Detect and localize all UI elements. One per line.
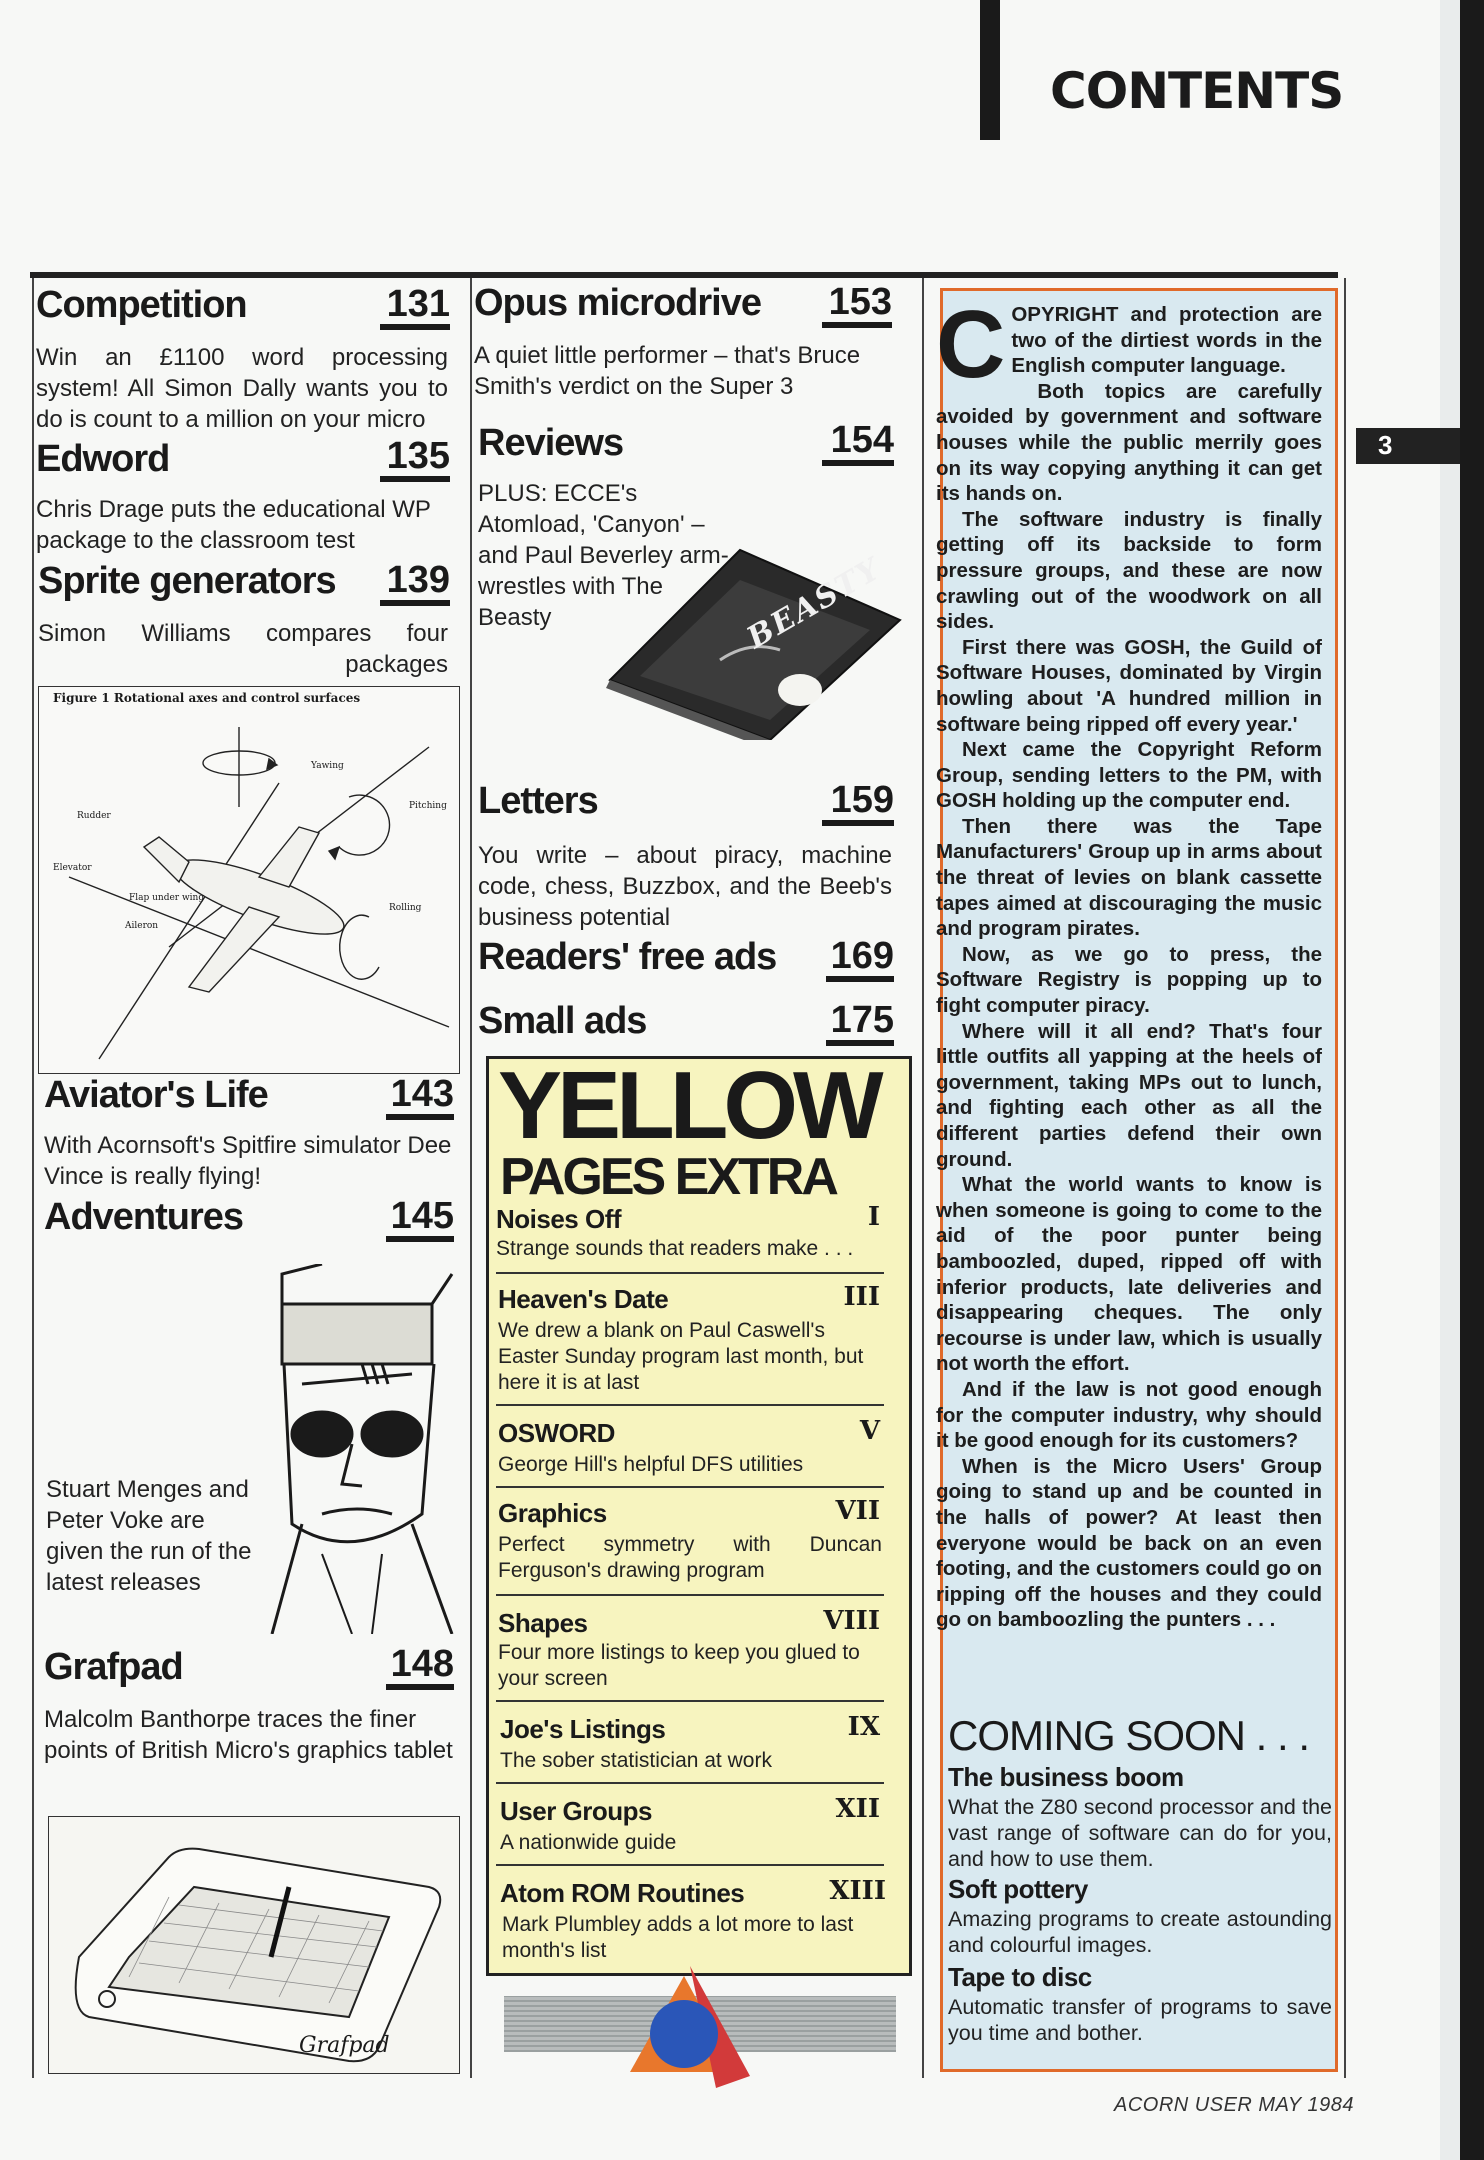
yp-separator [496,1700,884,1702]
sprite-page: 139 [380,560,450,606]
editorial-paragraph: What the world wants to know is when someone is going to come to the aid of the poor punter being bamboozled, duped, ripped off with inferior products, late deliveries and disappearing cheques. The only recourse is under law, which is usually not worth the effort. [936,1173,1322,1376]
yp-item-title: Heaven's Date [498,1284,669,1314]
header-black-bar [980,0,1000,140]
yp-item-title: Noises Off [496,1204,622,1234]
yp-item-title: Graphics [498,1498,607,1528]
yp-item-page: V [859,1416,880,1446]
edword-page: 135 [380,436,450,482]
small-ads-title: Small ads [478,1000,647,1042]
yp-item-page: XII [835,1794,880,1824]
beasty-box-image [600,530,920,740]
grafpad-handwriting: Grafpad [299,2033,390,2058]
yp-item-text: A nationwide guide [500,1831,677,1854]
footer-credit: ACORN USER MAY 1984 [1114,2094,1354,2116]
yp-item-text: The sober statistician at work [500,1749,772,1772]
beasty-label: BEASTY [741,551,888,656]
editorial-paragraph: And if the law is not good enough for the computer industry, why should it be good enough for its customers? [936,1377,1322,1453]
yp-separator [496,1594,884,1596]
editorial-text [936,291,1322,1633]
coming-item-text: What the Z80 second processor and the vast range of software can do for you, and how to use them. [948,1795,1332,1871]
label-yawing: Yawing [311,761,344,771]
yp-item-title: Shapes [498,1608,588,1638]
page-edge-bar [1460,0,1484,2160]
adventures-text: Stuart Menges and Peter Voke are given the run of the latest releases [46,1476,252,1596]
grafpad-illustration [48,1816,460,2074]
yp-item-page: VIII [823,1606,880,1636]
edword-text: Chris Drage puts the educational WP package to the classroom test [36,496,431,554]
yp-item-text: We drew a blank on Paul Caswell's Easter Sunday program last month, but here it is at last [498,1319,864,1394]
editorial-paragraph: The software industry is finally getting off its backside to form pressure groups, and these are now crawling out of the woodwork on all sides. [936,507,1322,634]
column-rule-left [32,278,34,2078]
coming-item-title: Tape to disc [948,1962,1092,1992]
label-pitching: Pitching [409,801,447,811]
column-rule-right [922,278,924,2078]
label-flap: Flap under wing [129,893,205,903]
letters-text: You write – about piracy, machine code, chess, Buzzbox, and the Beeb's business potential [478,842,892,931]
coming-item-title: The business boom [948,1762,1184,1792]
label-rolling: Rolling [389,903,422,913]
editorial-paragraph: Now, as we go to press, the Software Registry is popping up to fight computer piracy. [936,942,1322,1018]
sprite-title: Sprite generators [38,560,336,602]
editorial-paragraph: First there was GOSH, the Guild of Software Houses, dominated by Virgin howling about 'A hundred million in software being ripped off every year.' [936,635,1322,736]
grafpad-page: 148 [386,1644,454,1690]
page-number: 3 [1378,430,1393,460]
column-rule-edge [1344,278,1346,2078]
coming-soon-title: COMING SOON . . . [948,1712,1310,1759]
aviator-text: With Acornsoft's Spitfire simulator Dee Vince is really flying! [44,1132,452,1190]
grafpad-text: Malcolm Banthorpe traces the finer points of British Micro's graphics tablet [44,1706,453,1764]
aviator-title: Aviator's Life [44,1074,268,1116]
reviews-text: PLUS: ECCE's Atomload, 'Canyon' – and Paul Beverley arm-wrestles with The Beasty [478,480,729,631]
yp-separator [496,1272,884,1274]
yp-item-title: OSWORD [498,1418,615,1448]
adventures-title: Adventures [44,1196,244,1238]
coming-item-text: Automatic transfer of programs to save you time and bother. [948,1995,1332,2045]
letters-title: Letters [478,780,598,822]
label-rudder: Rudder [77,811,111,821]
label-aileron: Aileron [125,921,159,931]
opus-text: A quiet little performer – that's Bruce Smith's verdict on the Super 3 [474,342,861,400]
yp-item-page: IX [847,1712,880,1742]
page-title: CONTENTS [1050,62,1344,120]
figure-rotational-axes [38,686,460,1074]
yp-item-page: III [843,1282,880,1312]
yp-item-text: Mark Plumbley adds a lot more to last month's list [502,1913,854,1962]
yp-separator [496,1404,884,1406]
editorial-paragraph: Both topics are carefully avoided by government and software houses while the public merrily goes on its way copying anything it can get its hands on. [936,379,1322,506]
opus-title: Opus microdrive [474,282,761,324]
yp-item-page: XIII [829,1876,886,1906]
yp-separator [496,1782,884,1784]
sprite-text: Simon Williams compares four packages [38,620,448,678]
competition-title: Competition [36,284,247,326]
yp-separator [496,1864,884,1866]
yp-item-title: User Groups [500,1796,652,1826]
yp-item-text: Perfect symmetry with Duncan Ferguson's drawing program [498,1533,882,1582]
tablet-drawing [49,1817,459,2073]
free-ads-title: Readers' free ads [478,936,777,978]
editorial-paragraph: Next came the Copyright Reform Group, sending letters to the PM, with GOSH holding up the computer end. [936,738,1322,813]
yellow-pages-subtitle: PAGES EXTRA [500,1148,836,1206]
editorial-paragraph: OPYRIGHT and protection are two of the dirtiest words in the English computer language. [1011,303,1322,378]
edword-title: Edword [36,438,170,480]
editorial-paragraph: Then there was the Tape Manufacturers' Group up in arms about the threat of levies on blank cassette tapes aimed at discouraging the music and program pirates. [936,814,1322,941]
editorial-paragraph: Where will it all end? That's four little outfits all yapping at the heels of government, taking MPs out to lunch, and fighting each other as all the different parties defend their own ground. [936,1019,1322,1171]
opus-page: 153 [822,282,892,328]
coming-item-title: Soft pottery [948,1874,1088,1904]
label-elevator: Elevator [53,863,92,873]
adventures-illustration [262,1264,458,1634]
aviator-page: 143 [386,1074,454,1120]
yp-item-title: Atom ROM Routines [500,1878,745,1908]
yp-item-text: George Hill's helpful DFS utilities [498,1453,804,1476]
free-ads-page: 169 [826,936,894,982]
frankenstein-drawing [262,1264,458,1634]
small-ads-page: 175 [826,1000,894,1046]
yp-item-page: I [867,1202,880,1232]
column-rule-middle [470,278,472,2078]
competition-text: Win an £1100 word processing system! All Simon Dally wants you to do is count to a million on your micro [36,344,448,433]
top-rule [30,272,1338,278]
competition-page: 131 [380,284,450,330]
grafpad-title: Grafpad [44,1646,183,1688]
adventures-page: 145 [386,1196,454,1242]
acorn-user-logo [620,1956,780,2092]
yp-separator [496,1486,884,1488]
aircraft-diagram [39,687,459,1073]
figure-caption: Figure 1 Rotational axes and control surfaces [53,691,361,705]
reviews-title: Reviews [478,422,624,464]
yp-item-page: VII [835,1496,880,1526]
page-number-tab [1356,428,1460,464]
reviews-page: 154 [822,420,894,466]
yp-item-text: Four more listings to keep you glued to your screen [498,1641,860,1690]
dropcap: C [936,291,1006,398]
yp-item-text: Strange sounds that readers make . . . [496,1237,854,1260]
yellow-pages-title: YELLOW [498,1052,879,1159]
editorial-paragraph: When is the Micro Users' Group going to stand up and be counted in the halls of power? At least then everyone would be back on an even footing, and the customers could go on ripping off the houses and they could go on bamboozling the punters . . . [936,1454,1322,1632]
coming-item-text: Amazing programs to create astounding and colourful images. [948,1907,1332,1957]
letters-page: 159 [822,780,894,826]
yp-item-title: Joe's Listings [500,1714,666,1744]
